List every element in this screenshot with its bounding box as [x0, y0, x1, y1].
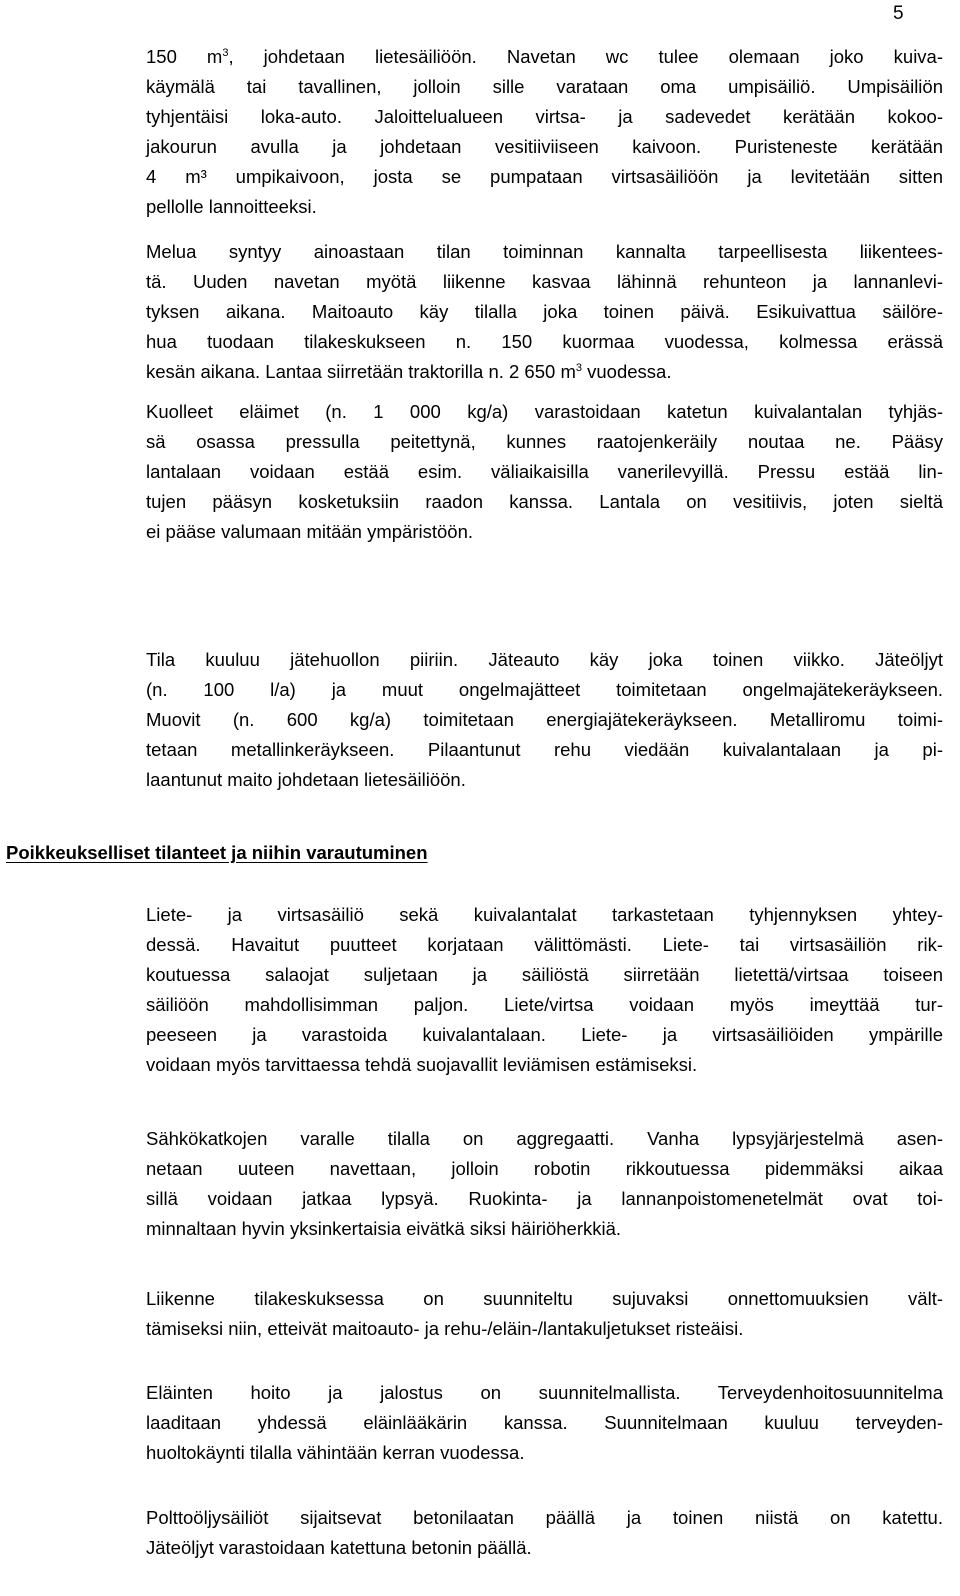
text-line: kesän aikana. Lantaa siirretään traktorilla n. 2 650 $m^3$ vuodessa.: [146, 361, 672, 382]
text-line: tyhjentäisi loka-auto. Jaloittelualueen virtsa- ja sadevedet kerätään kokoo-: [146, 106, 943, 127]
text-line: laaditaan yhdessä eläinlääkärin kanssa. Suunnitelmaan kuuluu terveyden-: [146, 1412, 943, 1433]
text-line: tämiseksi niin, etteivät maitoauto- ja rehu-/eläin-/lantakuljetukset risteäisi.: [146, 1318, 744, 1339]
text-line: lantalaan voidaan estää esim. väliaikaisilla vanerilevyillä. Pressu estää lin-: [146, 461, 943, 482]
text-line: (n. 100 l/a) ja muut ongelmajätteet toimitetaan ongelmajätekeräykseen.: [146, 679, 943, 700]
paragraph-power-outage: [146, 1124, 943, 1244]
text-line: voidaan myös tarvittaessa tehdä suojavallit leviämisen estämiseksi.: [146, 1054, 698, 1075]
text-line: tujen pääsyn kosketuksiin raadon kanssa. Lantala on vesitiivis, joten sieltä: [146, 491, 943, 512]
text-line: Melua syntyy ainoastaan tilan toiminnan kannalta tarpeellisesta liikentees-: [146, 241, 943, 262]
text-line: sillä voidaan jatkaa lypsyä. Ruokinta- ja lannanpoistomenetelmät ovat toi-: [146, 1188, 943, 1209]
text-line: Eläinten hoito ja jalostus on suunnitelmallista. Terveydenhoitosuunnitelma: [146, 1382, 943, 1403]
text-line: käymälä tai tavallinen, jolloin sille varataan oma umpisäiliö. Umpisäiliön: [146, 76, 943, 97]
text-line: huoltokäynti tilalla vähintään kerran vuodessa.: [146, 1442, 525, 1463]
text-line: Liete- ja virtsasäiliö sekä kuivalantalat tarkastetaan tyhjennyksen yhtey-: [146, 904, 943, 925]
text-line: Muovit (n. 600 kg/a) toimitetaan energiajätekeräykseen. Metalliromu toimi-: [146, 709, 943, 730]
text-line: pellolle lannoitteeksi.: [146, 196, 317, 217]
section-heading: Poikkeukselliset tilanteet ja niihin varautuminen: [6, 842, 428, 863]
text-line: 150 $m^3$, johdetaan lietesäiliöön. Navetan wc tulee olemaan joko kuiva-: [146, 46, 944, 67]
text-line: minnaltaan hyvin yksinkertaisia eivätkä siksi häiriöherkkiä.: [146, 1218, 622, 1239]
text-line: tyksen aikana. Maitoauto käy tilalla joka toinen päivä. Esikuivattua säilöre-: [146, 301, 943, 322]
paragraph-fuel-tanks: [146, 1503, 943, 1563]
text-line: sä osassa pressulla peitettynä, kunnes raatojenkeräily noutaa ne. Pääsy: [146, 431, 943, 452]
paragraph-traffic: [146, 1284, 943, 1344]
text-line: säiliöön mahdollisimman paljon. Liete/virtsa voidaan myös imeyttää tur-: [146, 994, 943, 1015]
text-line: hua tuodaan tilakeskukseen n. 150 kuormaa vuodessa, kolmessa erässä: [146, 331, 943, 352]
text-line: Liikenne tilakeskuksessa on suunniteltu sujuvaksi onnettomuuksien vält-: [146, 1288, 943, 1309]
page-number: 5: [893, 3, 904, 24]
text-line: Tila kuuluu jätehuollon piiriin. Jäteauto käy joka toinen viikko. Jäteöljyt: [146, 649, 943, 670]
text-line: ei pääse valumaan mitään ympäristöön.: [146, 521, 474, 542]
text-line: tä. Uuden navetan myötä liikenne kasvaa lähinnä rehunteon ja lannanlevi-: [146, 271, 943, 292]
text-line: dessä. Havaitut puutteet korjataan välittömästi. Liete- tai virtsasäiliön rik-: [146, 934, 943, 955]
paragraph-wastewater: [146, 42, 943, 222]
paragraph-noise: [146, 237, 943, 387]
text-line: Polttoöljysäiliöt sijaitsevat betonilaatan päällä ja toinen niistä on katettu.: [146, 1507, 943, 1528]
paragraph-animal-care: [146, 1378, 943, 1468]
text-line: laantunut maito johdetaan lietesäiliöön.: [146, 769, 466, 790]
text-line: Jäteöljyt varastoidaan katettuna betonin päällä.: [146, 1537, 532, 1558]
text-line: netaan uuteen navettaan, jolloin robotin rikkoutuessa pidemmäksi aikaa: [146, 1158, 943, 1179]
text-line: tetaan metallinkeräykseen. Pilaantunut rehu viedään kuivalantalaan ja pi-: [146, 739, 943, 760]
text-line: koutuessa salaojat suljetaan ja säiliöstä siirretään lietettä/virtsaa toiseen: [146, 964, 943, 985]
paragraph-waste-management: [146, 645, 943, 795]
text-line: jakourun avulla ja johdetaan vesitiiviiseen kaivoon. Puristeneste kerätään: [146, 136, 943, 157]
paragraph-tank-inspection: [146, 900, 943, 1080]
text-line: 4 m³ umpikaivoon, josta se pumpataan virtsasäiliöön ja levitetään sitten: [146, 166, 943, 187]
text-line: Sähkökatkojen varalle tilalla on aggregaatti. Vanha lypsyjärjestelmä asen-: [146, 1128, 943, 1149]
text-line: peeseen ja varastoida kuivalantalaan. Liete- ja virtsasäiliöiden ympärille: [146, 1024, 943, 1045]
paragraph-dead-animals: [146, 397, 943, 547]
text-line: Kuolleet eläimet (n. 1 000 kg/a) varastoidaan katetun kuivalantalan tyhjäs-: [146, 401, 943, 422]
